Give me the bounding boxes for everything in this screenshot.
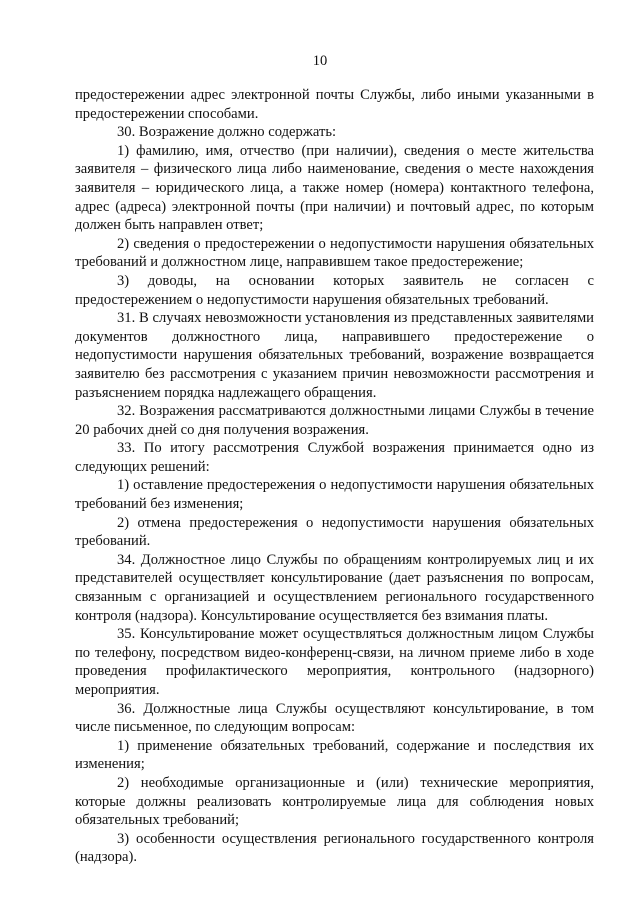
page-number: 10 [312, 53, 328, 69]
paragraph-item-30-3: 3) доводы, на основании которых заявитель не согласен с предостережением о недопустимости нарушения обязательных требований. [75, 272, 594, 308]
paragraph-item-34: 34. Должностное лицо Службы по обращениям контролируемых лиц и их представителей осуществляет консультирование (дает разъяснения по вопросам, связанным с организацией и осуществлением регионального государственного контроля (надзора). Консультирование осуществляется без взимания платы. [75, 551, 594, 624]
paragraph-item-32: 32. Возражения рассматриваются должностными лицами Службы в течение 20 рабочих дней со дня получения возражения. [75, 403, 594, 438]
paragraph-item-30-2: 2) сведения о предостережении о недопустимости нарушения обязательных требований и должностном лице, направившем такое предостережение; [75, 235, 594, 271]
paragraph-item-33-2: 2) отмена предостережения о недопустимости нарушения обязательных требований. [75, 514, 594, 550]
paragraph-item-35: 35. Консультирование может осуществляться должностным лицом Службы по телефону, посредством видео-конференц-связи, на личном приеме либо в ходе проведения профилактического мероприятия, контрольного (надзорного) мероприятия. [75, 626, 594, 698]
paragraph-item-30: 30. Возражение должно содержать: [117, 124, 337, 141]
paragraph-item-36: 36. Должностные лица Службы осуществляют консультирование, в том числе письменное, по следующим вопросам: [75, 700, 594, 736]
paragraph-item-36-1: 1) применение обязательных требований, содержание и последствия их изменения; [75, 737, 594, 773]
paragraph-item-30-1: 1) фамилию, имя, отчество (при наличии), сведения о месте жительства заявителя – физического лица либо наименование, сведения о месте нахождения заявителя – юридического лица, а также номер (номера) контактного телефона, адрес (адреса) электронной почты (при наличии) и почтовый адрес, по которым должен быть направлен ответ; [75, 142, 594, 234]
paragraph-continuation: предостережении адрес электронной почты Службы, либо иными указанными в предостережении способами. [75, 87, 594, 122]
paragraph-item-33: 33. По итогу рассмотрения Службой возражения принимается одно из следующих решений: [75, 440, 594, 475]
paragraph-item-31: 31. В случаях невозможности установления из представленных заявителями документов должностного лица, направившего предостережение о недопустимости нарушения обязательных требований, возражение возвращается заявителю без рассмотрения с указанием причин невозможности рассмотрения и разъяснением порядка надлежащего обращения. [75, 310, 594, 401]
paragraph-item-36-2: 2) необходимые организационные и (или) технические мероприятия, которые должны реализовать контролируемые лица для соблюдения новых обязательных требований; [75, 774, 594, 829]
document-body [75, 86, 594, 867]
paragraph-item-33-1: 1) оставление предостережения о недопустимости нарушения обязательных требований без изменения; [75, 477, 594, 513]
paragraph-item-36-3: 3) особенности осуществления регионального государственного контроля (надзора). [75, 830, 594, 866]
